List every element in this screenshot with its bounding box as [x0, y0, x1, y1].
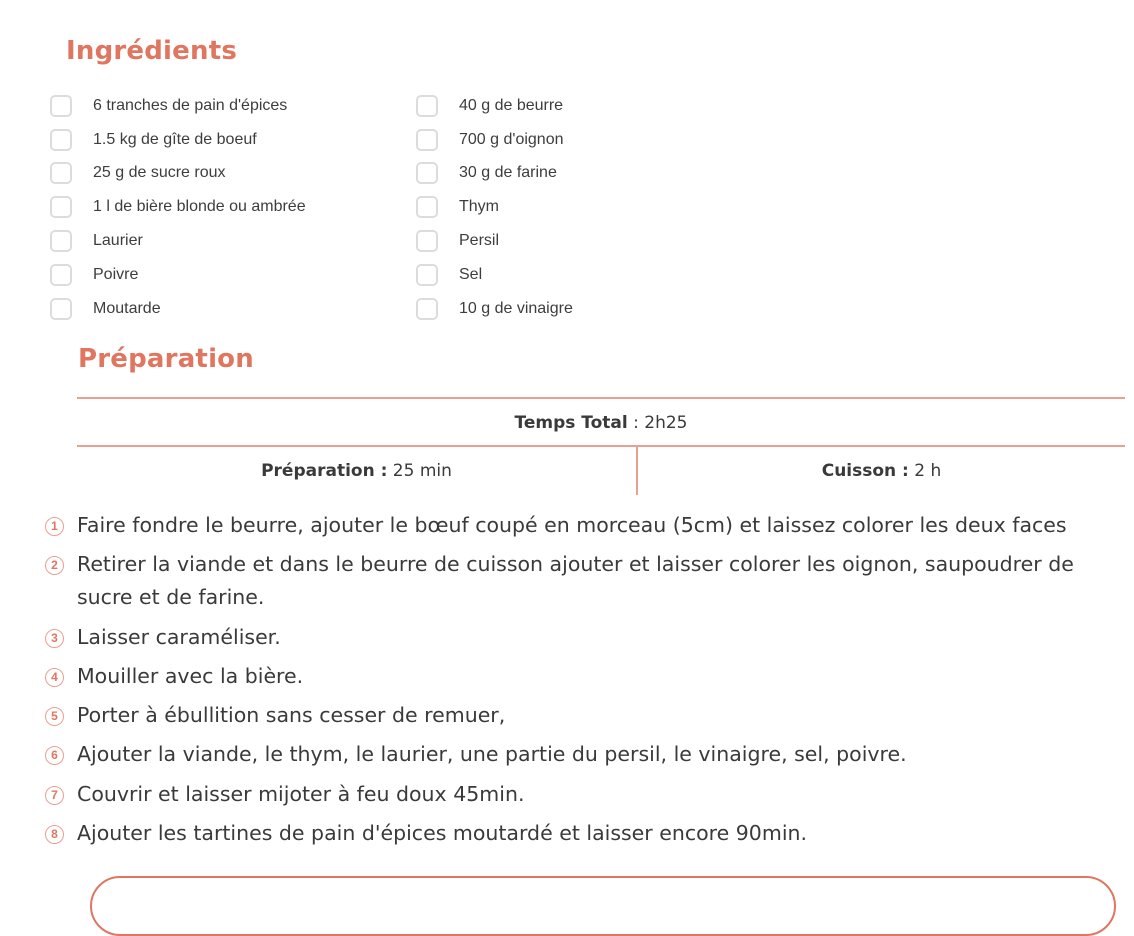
ingredient-label: Persil [459, 232, 500, 250]
step-text: Ajouter la viande, le thym, le laurier, une partie du persil, le vinaigre, sel, poivre. [77, 742, 907, 767]
ingredient-item[interactable] [416, 123, 756, 157]
step-item [45, 509, 1115, 542]
step-number: 4 [45, 668, 64, 687]
ingredients-heading: Ingrédients [66, 36, 238, 66]
ingredient-checkbox[interactable] [50, 196, 72, 218]
step-number: 5 [45, 707, 64, 726]
ingredient-item[interactable] [50, 89, 390, 123]
step-number: 8 [45, 825, 64, 844]
prep-time-label: Préparation : [261, 461, 388, 481]
total-time [77, 399, 1125, 447]
ingredient-label: Moutarde [93, 299, 161, 317]
ingredient-checkbox[interactable] [416, 298, 438, 320]
step-text: Porter à ébullition sans cesser de remuer, [77, 703, 506, 728]
ingredient-label: Thym [459, 198, 499, 216]
cook-time-value: 2 h [908, 461, 942, 481]
ingredient-checkbox[interactable] [416, 95, 438, 117]
ingredient-checkbox[interactable] [50, 230, 72, 252]
cook-time [638, 447, 1125, 495]
step-number: 1 [45, 517, 64, 536]
step-item [45, 699, 1115, 732]
step-item [45, 738, 1115, 771]
step-text: Laisser caraméliser. [77, 624, 281, 649]
preparation-heading: Préparation [78, 344, 254, 374]
ingredient-label: 6 tranches de pain d'épices [93, 96, 288, 114]
step-number: 2 [45, 556, 64, 575]
step-item [45, 660, 1115, 693]
ingredient-checkbox[interactable] [416, 264, 438, 286]
step-text: Ajouter les tartines de pain d'épices moutardé et laisser encore 90min. [77, 821, 808, 846]
ingredient-checkbox[interactable] [416, 162, 438, 184]
ingredient-label: Laurier [93, 232, 143, 250]
total-time-label: Temps Total [514, 413, 628, 433]
step-item [45, 548, 1115, 614]
ingredient-checkbox[interactable] [416, 129, 438, 151]
ingredient-label: 30 g de farine [459, 164, 557, 182]
ingredient-label: 40 g de beurre [459, 96, 564, 114]
step-number: 7 [45, 786, 64, 805]
ingredient-item[interactable] [50, 157, 390, 191]
step-item [45, 621, 1115, 654]
ingredient-label: 1 l de bière blonde ou ambrée [93, 198, 306, 216]
time-table [77, 397, 1125, 495]
total-time-value: : 2h25 [627, 413, 688, 433]
ingredient-item[interactable] [416, 258, 756, 292]
ingredient-label: 25 g de sucre roux [93, 164, 226, 182]
step-text: Mouiller avec la bière. [77, 663, 304, 688]
ingredient-label: 1.5 kg de gîte de boeuf [93, 130, 257, 148]
ingredient-label: 700 g d'oignon [459, 130, 564, 148]
ingredient-checkbox[interactable] [416, 196, 438, 218]
ingredient-checkbox[interactable] [50, 129, 72, 151]
ingredient-item[interactable] [416, 224, 756, 258]
ingredient-checkbox[interactable] [50, 264, 72, 286]
ingredients-column-2 [416, 89, 756, 326]
ingredient-label: 10 g de vinaigre [459, 299, 573, 317]
ingredient-label: Sel [459, 265, 483, 283]
ingredient-item[interactable] [416, 157, 756, 191]
ingredient-item[interactable] [50, 258, 390, 292]
next-section-box [90, 876, 1116, 936]
step-text: Retirer la viande et dans le beurre de cuisson ajouter et laisser colorer les oignon, saupoudrer de sucre et de farine. [77, 552, 1074, 610]
step-item [45, 778, 1115, 811]
cook-time-label: Cuisson : [821, 461, 909, 481]
ingredient-item[interactable] [416, 89, 756, 123]
ingredient-item[interactable] [50, 123, 390, 157]
step-item [45, 817, 1115, 850]
ingredient-label: Poivre [93, 265, 139, 283]
step-number: 3 [45, 629, 64, 648]
steps-list [45, 509, 1115, 856]
ingredient-item[interactable] [50, 292, 390, 326]
ingredient-item[interactable] [50, 190, 390, 224]
ingredients-column-1 [50, 89, 390, 326]
step-text: Faire fondre le beurre, ajouter le bœuf coupé en morceau (5cm) et laissez colorer les deux faces [77, 513, 1067, 537]
ingredient-item[interactable] [50, 224, 390, 258]
ingredient-checkbox[interactable] [50, 162, 72, 184]
ingredient-checkbox[interactable] [50, 95, 72, 117]
step-text: Couvrir et laisser mijoter à feu doux 45min. [77, 781, 525, 806]
prep-time-value: 25 min [387, 461, 452, 481]
step-number: 6 [45, 746, 64, 765]
ingredient-checkbox[interactable] [416, 230, 438, 252]
ingredient-checkbox[interactable] [50, 298, 72, 320]
ingredient-item[interactable] [416, 292, 756, 326]
prep-time [77, 447, 636, 495]
ingredient-item[interactable] [416, 190, 756, 224]
